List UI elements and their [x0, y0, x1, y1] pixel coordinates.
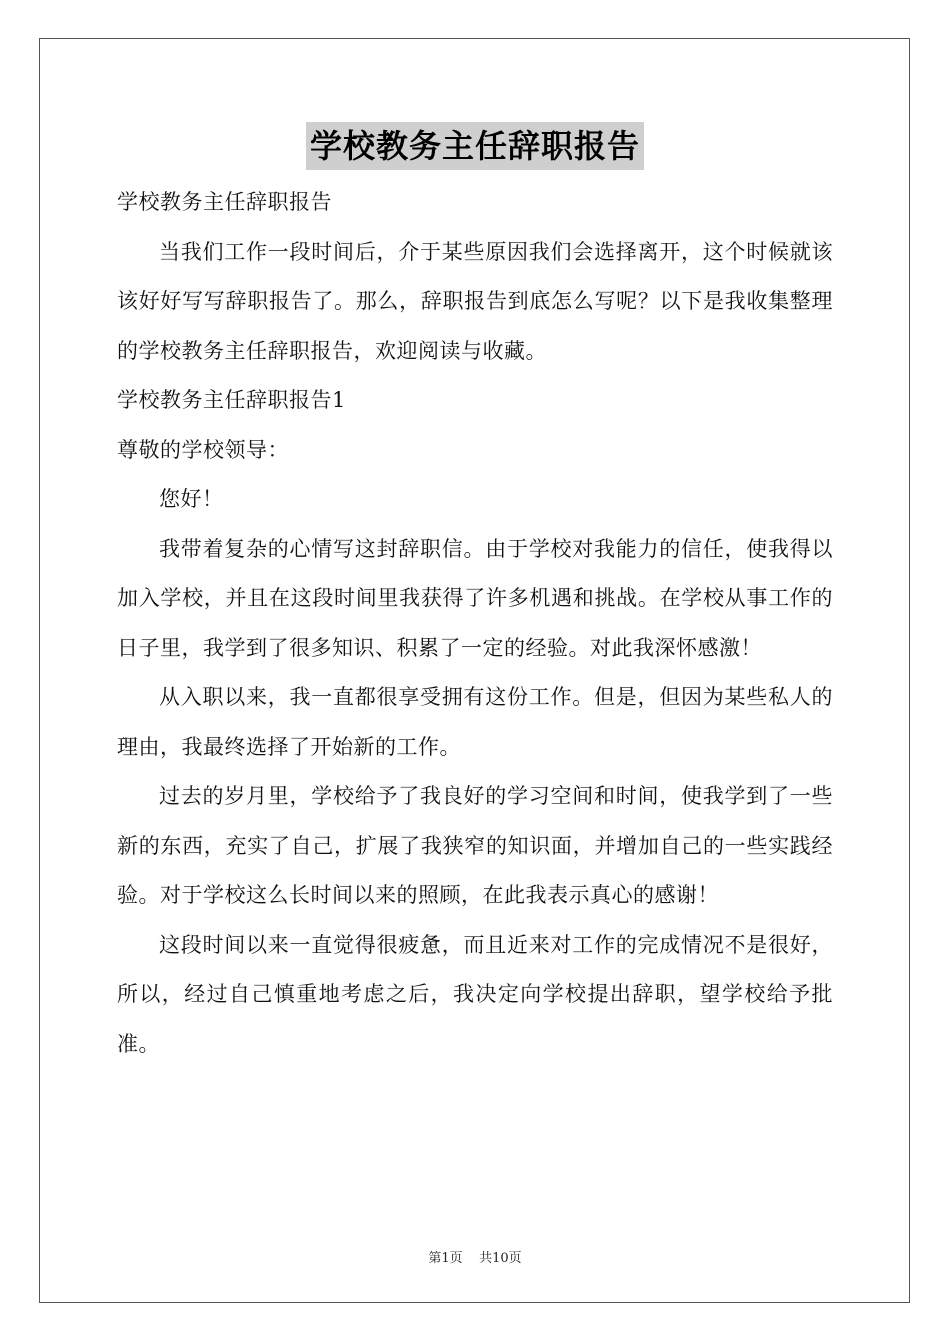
intro-paragraph: 当我们工作一段时间后，介于某些原因我们会选择离开，这个时候就该该好好写写辞职报告了。那么，辞职报告到底怎么写呢？以下是我收集整理的学校教务主任辞职报告，欢迎阅读与收藏。 [117, 239, 833, 363]
body-paragraph: 从入职以来，我一直都很享受拥有这份工作。但是，但因为某些私人的理由，我最终选择了开始新的工作。 [117, 685, 833, 759]
section-heading: 学校教务主任辞职报告1 [117, 388, 346, 412]
document-title: 学校教务主任辞职报告 [306, 122, 644, 170]
greeting: 您好！ [159, 487, 224, 511]
total-pages: 共10页 [479, 1251, 522, 1266]
body-paragraph: 我带着复杂的心情写这封辞职信。由于学校对我能力的信任，使我得以加入学校，并且在这段时间里我获得了许多机遇和挑战。在学校从事工作的日子里，我学到了很多知识、积累了一定的经验。对此我深怀感激！ [117, 536, 833, 660]
document-subtitle: 学校教务主任辞职报告 [117, 190, 332, 214]
title-container [0, 122, 950, 170]
body-paragraph: 过去的岁月里，学校给予了我良好的学习空间和时间，使我学到了一些新的东西，充实了自己，扩展了我狭窄的知识面，并增加自己的一些实践经验。对于学校这么长时间以来的照顾，在此我表示真心的感谢！ [117, 784, 833, 907]
document-body [117, 178, 833, 1069]
body-paragraph: 这段时间以来一直觉得很疲惫，而且近来对工作的完成情况不是很好，所以，经过自己慎重地考虑之后，我决定向学校提出辞职，望学校给予批准。 [117, 932, 833, 1056]
page-number: 第1页 [428, 1251, 463, 1266]
salutation: 尊敬的学校领导： [117, 437, 289, 462]
page-footer [0, 1247, 950, 1266]
